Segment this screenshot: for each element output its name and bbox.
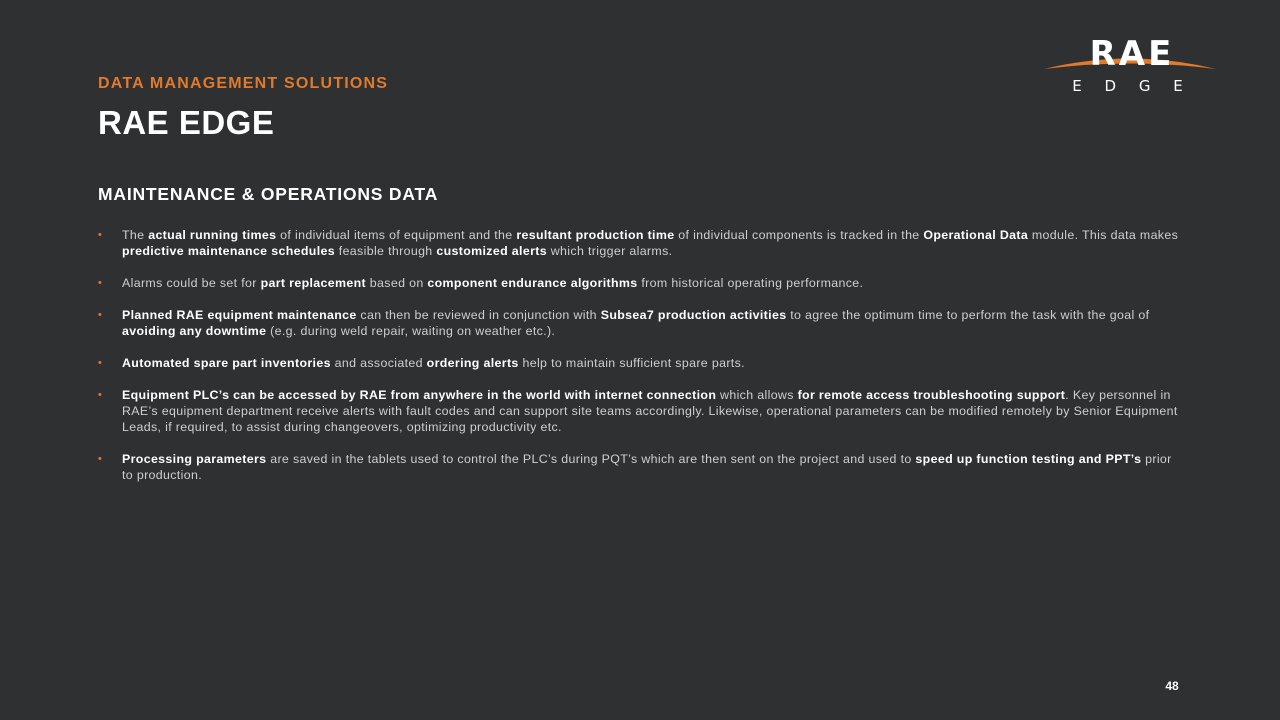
bullet-text: of individual items of equipment and the — [276, 228, 517, 242]
bullet-emphasis: Subsea7 production activities — [600, 308, 787, 322]
bullet-emphasis: speed up function testing and PPT’s — [915, 452, 1142, 466]
bullet-item — [98, 355, 1183, 371]
bullet-emphasis: ordering alerts — [426, 356, 519, 370]
bullet-emphasis: avoiding any downtime — [122, 324, 267, 338]
bullet-emphasis: actual running times — [148, 228, 277, 242]
rae-edge-logo — [1040, 34, 1220, 96]
bullet-icon: • — [98, 277, 103, 289]
bullet-text: module. This data makes — [1028, 228, 1179, 242]
bullet-text: which trigger alarms. — [546, 244, 673, 258]
bullet-emphasis: predictive maintenance schedules — [122, 244, 335, 258]
bullet-emphasis: Equipment PLC’s can be accessed by RAE from anywhere in the world with internet connection — [122, 388, 717, 402]
bullet-item — [98, 387, 1183, 435]
bullet-icon: • — [98, 453, 103, 465]
bullet-text: of individual components is tracked in the — [674, 228, 924, 242]
bullet-item — [98, 307, 1183, 339]
bullet-text: help to maintain sufficient spare parts. — [518, 356, 745, 370]
bullet-text: feasible through — [334, 244, 437, 258]
bullet-item — [98, 227, 1183, 259]
bullet-text: based on — [366, 276, 428, 290]
bullet-emphasis: part replacement — [260, 276, 367, 290]
bullet-emphasis: for remote access troubleshooting support — [797, 388, 1066, 402]
bullet-icon: • — [98, 389, 103, 401]
bullet-emphasis: Processing parameters — [122, 452, 267, 466]
bullet-text: . Key personnel in RAE’s equipment department receive alerts with fault codes and can support site teams accordingly. Likewise, operational parameters can be modified remotely by Senior Equipment Leads, if required, to assist during changeovers, optimizing productivity etc. — [122, 388, 1178, 434]
bullet-emphasis: Operational Data — [923, 228, 1029, 242]
bullet-text: prior to production. — [122, 452, 1172, 482]
bullet-emphasis: customized alerts — [436, 244, 547, 258]
logo-wordmark: RAE — [1089, 34, 1175, 74]
bullet-emphasis: resultant production time — [516, 228, 675, 242]
bullet-item — [98, 275, 1183, 291]
bullet-emphasis: Automated spare part inventories — [122, 356, 331, 370]
bullet-text: to agree the optimum time to perform the task with the goal of — [786, 308, 1150, 322]
bullet-emphasis: component endurance algorithms — [427, 276, 638, 290]
bullet-text: are saved in the tablets used to control the PLC’s during PQT’s which are then sent on the project and used to — [266, 452, 916, 466]
bullet-list — [98, 227, 1183, 499]
bullet-text: The — [122, 228, 149, 242]
bullet-icon: • — [98, 229, 103, 241]
bullet-text: can then be reviewed in conjunction with — [356, 308, 601, 322]
page-title: RAE EDGE — [98, 104, 275, 141]
section-kicker: DATA MANAGEMENT SOLUTIONS — [98, 75, 389, 92]
bullet-text: which allows — [716, 388, 798, 402]
section-heading: MAINTENANCE & OPERATIONS DATA — [98, 184, 439, 204]
bullet-emphasis: Planned RAE equipment maintenance — [122, 308, 357, 322]
logo-tagline: E D G E — [1072, 77, 1192, 95]
bullet-text: Alarms could be set for — [122, 276, 261, 290]
bullet-text: from historical operating performance. — [637, 276, 864, 290]
bullet-text: and associated — [330, 356, 427, 370]
page-number: 48 — [1165, 679, 1179, 693]
bullet-text: (e.g. during weld repair, waiting on weather etc.). — [266, 324, 556, 338]
bullet-item — [98, 451, 1183, 483]
bullet-icon: • — [98, 357, 103, 369]
bullet-icon: • — [98, 309, 103, 321]
